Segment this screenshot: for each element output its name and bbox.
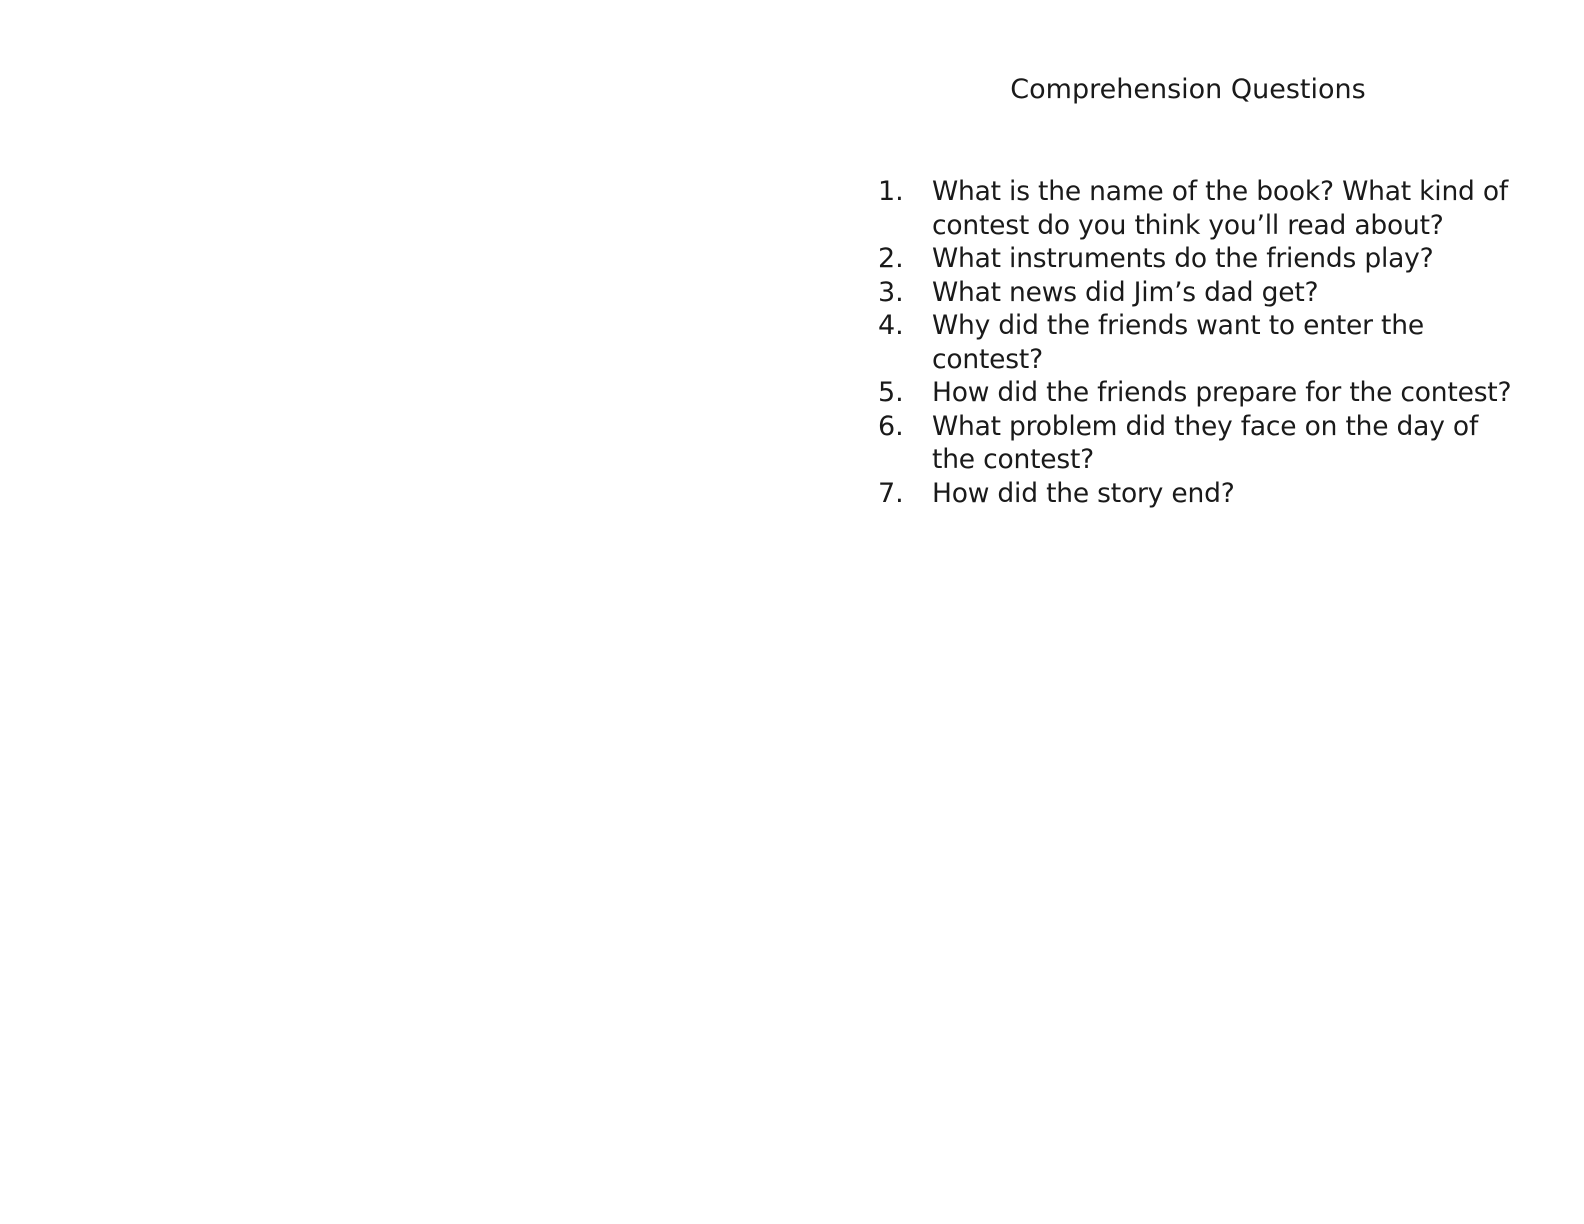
page-title-text: Comprehension Questions xyxy=(1010,74,1366,105)
question-item xyxy=(878,309,1528,376)
question-text: What news did Jim’s dad get? xyxy=(932,276,1319,308)
question-item xyxy=(878,410,1528,477)
question-text: What is the name of the book? What kind of contest do you think you’ll read about? xyxy=(932,176,1509,241)
question-item xyxy=(878,276,1528,310)
question-number: 2. xyxy=(878,243,904,274)
question-item xyxy=(878,175,1528,242)
question-text: What problem did they face on the day of the contest? xyxy=(932,410,1479,475)
question-number: 6. xyxy=(878,410,904,442)
question-number: 7. xyxy=(878,477,904,509)
questions-list xyxy=(878,175,1528,510)
question-item xyxy=(878,242,1528,276)
question-number: 4. xyxy=(878,310,904,341)
question-item xyxy=(878,477,1528,511)
question-number: 1. xyxy=(878,176,904,207)
question-number: 5. xyxy=(878,377,904,408)
question-text: How did the story end? xyxy=(932,477,1235,509)
question-item xyxy=(878,376,1528,410)
page-title xyxy=(792,72,1584,108)
question-text: Why did the friends want to enter the contest? xyxy=(932,310,1424,375)
question-number: 3. xyxy=(878,276,904,308)
question-text: What instruments do the friends play? xyxy=(932,243,1434,274)
question-text: How did the friends prepare for the contest? xyxy=(932,377,1512,408)
questions-panel xyxy=(792,0,1584,1224)
